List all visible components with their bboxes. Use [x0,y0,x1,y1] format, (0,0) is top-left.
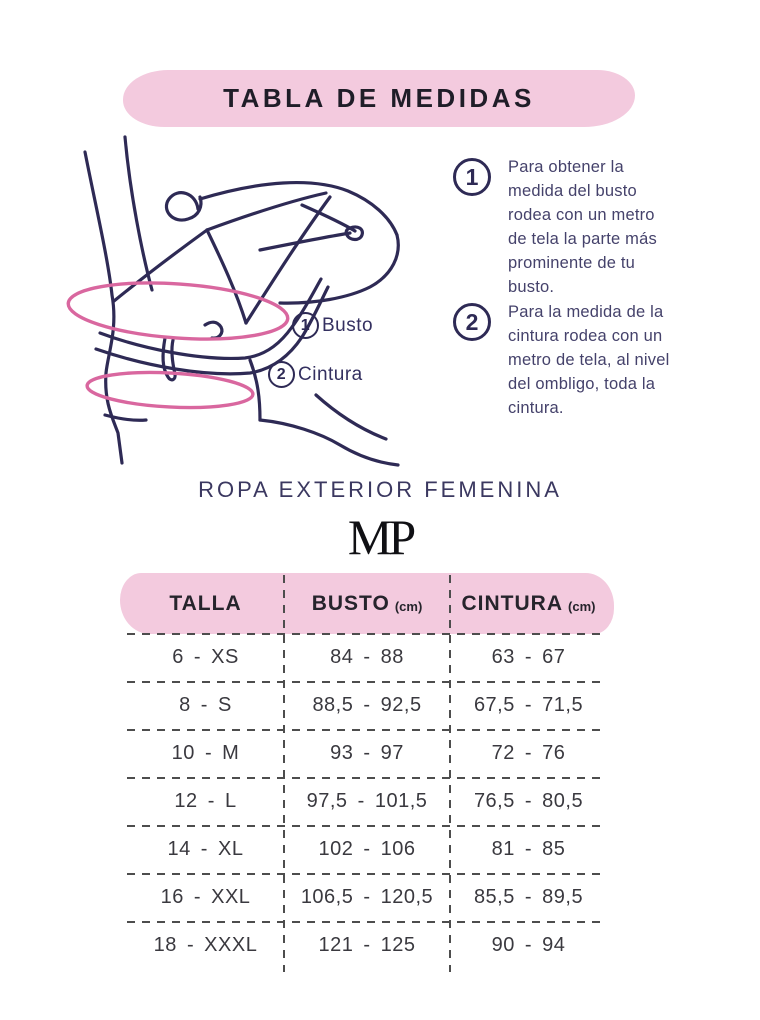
row-divider [127,681,607,683]
hip-bottom-line [260,420,398,465]
talla-cell: 18 - XXXL [153,933,258,956]
bust-tape-ellipse [66,276,289,345]
busto-header-unit: (cm) [394,598,423,614]
table-row [127,729,607,777]
cintura-cell: 81 - 85 [491,837,566,860]
cup-left-edge [114,230,207,301]
cintura-header-unit: (cm) [568,598,596,614]
table-row [127,873,607,921]
cintura-label: Cintura [298,363,363,385]
chin-curl [166,193,201,220]
cintura-cell: 90 - 94 [491,933,566,956]
measurement-illustration [50,133,450,473]
row-divider [127,873,607,875]
talla-cell: 12 - L [174,789,237,812]
row-divider [127,633,607,635]
cintura-cell: 76,5 - 80,5 [473,789,584,812]
table-row [127,777,607,825]
row-divider [127,825,607,827]
cintura-number-badge: 2 [268,361,295,388]
instruction-1-number: 1 [453,158,491,196]
cintura-cell: 63 - 67 [491,645,566,668]
table-header-row [127,575,607,633]
busto-cell: 93 - 97 [330,741,404,764]
busto-cell: 102 - 106 [318,837,416,860]
column-header-talla [127,575,284,633]
row-divider [127,921,607,923]
size-table [127,575,607,972]
busto-callout [292,312,373,339]
busto-cell: 88,5 - 92,5 [312,693,422,716]
instruction-busto [453,156,678,300]
cintura-cell: 85,5 - 89,5 [473,885,584,908]
section-title: ROPA EXTERIOR FEMENINA [198,477,562,502]
instruction-cintura [453,301,678,421]
table-row [127,825,607,873]
busto-number-badge: 1 [292,312,319,339]
underarm-line [260,233,350,250]
strap-left [207,193,326,230]
cintura-callout [268,361,363,388]
cintura-cell: 72 - 76 [491,741,566,764]
instruction-2-text: Para la medida de la cintura rodea con un metro de tela, al nivel del ombligo, toda la cintura. [508,303,670,417]
thigh-line [316,395,386,439]
column-header-busto [284,575,450,633]
talla-cell: 8 - S [179,693,232,716]
table-row [127,633,607,681]
talla-header-label: TALLA [169,592,242,615]
arm-inner-line [125,137,152,290]
brand-logo: MP [347,509,413,565]
busto-label: Busto [322,314,374,336]
row-divider [127,777,607,779]
busto-header-label: BUSTO [311,592,390,615]
talla-cell: 16 - XXL [160,885,251,908]
table-row [127,681,607,729]
cup-right-edge [207,230,246,323]
instruction-1-text: Para obtener la medida del busto rodea con un metro de tela la parte más prominente de tu busto. [508,158,657,296]
cintura-header-label: CINTURA [461,592,564,615]
row-divider [127,729,607,731]
busto-cell: 121 - 125 [318,933,416,956]
talla-cell: 6 - XS [172,645,239,668]
knot [205,322,222,338]
table-row [127,921,607,969]
talla-cell: 10 - M [171,741,240,764]
busto-cell: 97,5 - 101,5 [306,789,428,812]
shoulder-line [200,183,397,235]
instruction-2-number: 2 [453,303,491,341]
talla-cell: 14 - XL [167,837,244,860]
busto-cell: 106,5 - 120,5 [300,885,434,908]
column-divider [449,575,451,972]
page-title: TABLA DE MEDIDAS [223,83,535,113]
title-banner [123,70,635,127]
column-header-cintura [450,575,607,633]
busto-cell: 84 - 88 [330,645,404,668]
hip-left-line [105,415,146,420]
column-divider [283,575,285,972]
cintura-cell: 67,5 - 71,5 [473,693,584,716]
